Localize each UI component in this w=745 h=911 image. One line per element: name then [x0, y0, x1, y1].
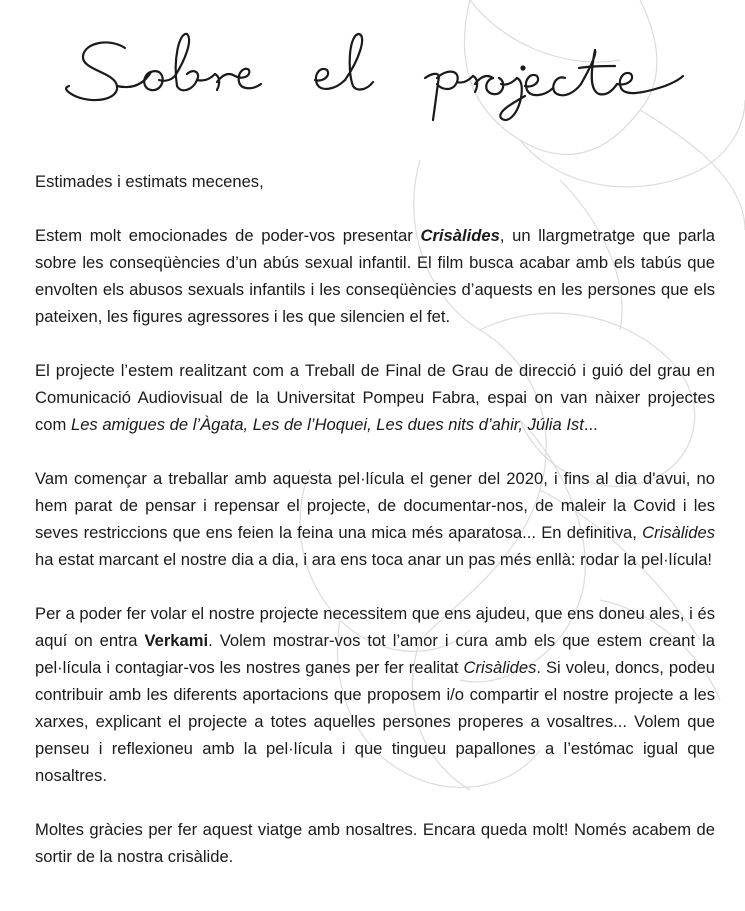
paragraph-crowdfunding-b: . Volem mostrar-vos tot l’amor i cura amb els que estem creant la pel·lícula i contagiar-vos les nostres ganes per fer realitat — [35, 631, 715, 677]
letter-body — [35, 168, 715, 870]
film-title: Crisàlides — [420, 226, 500, 245]
paragraph-intro — [35, 222, 715, 330]
paragraph-intro-a: Estem molt emocionades de poder-vos presentar — [35, 226, 421, 245]
paragraph-crowdfunding-a: Per a poder fer volar el nostre projecte necessitem que ens ajudeu, que ens doneu ales, i és aquí on entra — [35, 604, 715, 650]
previous-projects: Les amigues de l’Àgata, Les de l’Hoquei, Les dues nits d’ahir, Júlia Ist — [70, 415, 584, 434]
paragraph-crowdfunding — [35, 600, 715, 789]
paragraph-tfg-b: ... — [583, 415, 598, 434]
paragraph-history — [35, 465, 715, 573]
paragraph-tfg — [35, 357, 715, 438]
paragraph-intro-b: , un llargmetratge que parla sobre les conseqüències d’un abús sexual infantil. El film busca acabar amb els tabús que envolten els abusos sexuals infantils i les conseqüències d’aquests en les persones que els pateixen, les figures agressores i les que silencien el fet. — [35, 226, 716, 326]
film-title: Crisàlides — [642, 523, 715, 542]
platform-name: Verkami — [144, 631, 209, 650]
page-title-script — [55, 20, 695, 130]
paragraph-history-b: ha estat marcant el nostre dia a dia, i ara ens toca anar un pas més enllà: rodar la pel·lícula! — [35, 550, 713, 569]
paragraph-history-a: Vam començar a treballar amb aquesta pel·lícula el gener del 2020, i fins al dia d'avui, no hem parat de pensar i repensar el projecte, de documentar-nos, de maleir la Covid i les seves restriccions que ens feien la feina una mica més aparatosa... En definitiva, — [35, 469, 715, 542]
film-title: Crisàlides — [463, 658, 537, 677]
greeting: Estimades i estimats mecenes, — [35, 172, 264, 191]
paragraph-thanks: Moltes gràcies per fer aquest viatge amb nosaltres. Encara queda molt! Només acabem de sortir de la nostra crisàlide. — [35, 820, 715, 866]
paragraph-tfg-a: El projecte l’estem realitzant com a Treball de Final de Grau de direcció i guió del grau en Comunicació Audiovisual de la Universitat Pompeu Fabra, espai on van nàixer projectes com — [35, 361, 715, 434]
paragraph-crowdfunding-c: . Si voleu, doncs, podeu contribuir amb les diferents aportacions que proposem i/o compartir el nostre projecte a les xarxes, explicant el projecte a totes aquelles persones properes a vosaltres... Volem que penseu i reflexioneu amb la pel·lícula i que tingueu papallones a l’estómac igual que nosaltres. — [35, 658, 715, 785]
